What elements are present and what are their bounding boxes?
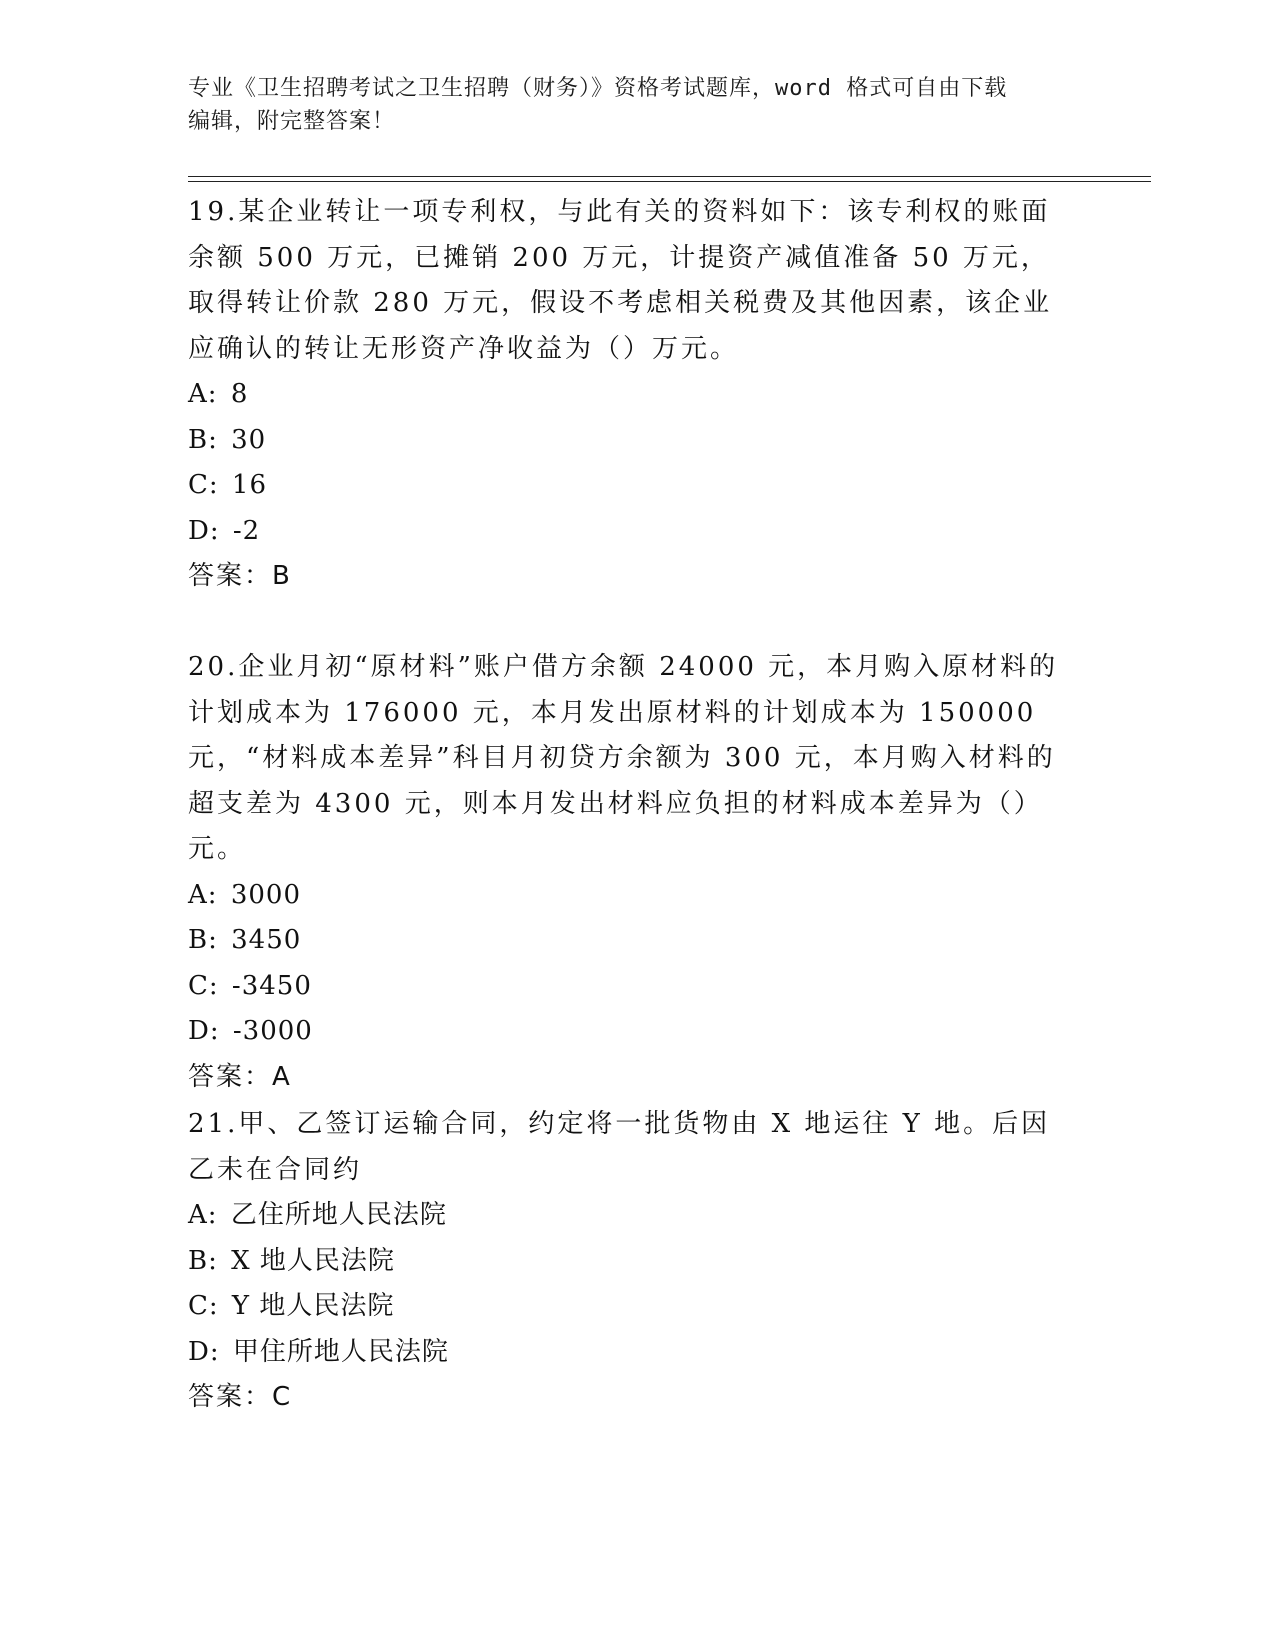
option-text: -3450 [231, 970, 312, 1001]
option-a [188, 1193, 1078, 1239]
answer-line: 答案：C [188, 1382, 293, 1412]
option-text: 甲住所地人民法院 [232, 1336, 449, 1367]
option-b [188, 418, 1078, 464]
answer-line: 答案：A [188, 1061, 292, 1092]
option-letter: C: [188, 470, 219, 500]
option-letter: D: [188, 1016, 220, 1046]
header-divider-bottom [188, 181, 1151, 182]
question-20 [188, 645, 1078, 1100]
option-text: 3000 [230, 879, 301, 910]
question-stem: 19.某企业转让一项专利权，与此有关的资料如下：该专利权的账面余额 500 万元，已摊销 200 万元，计提资产减值准备 50 万元，取得转让价款 280 万元，假设不考虑相关税费及其他因素，该企业应确认的转让无形资产净收益为（）万元。 [188, 197, 1053, 364]
option-text: -3000 [232, 1016, 313, 1046]
option-letter: D: [188, 515, 220, 546]
option-b [188, 918, 1078, 964]
option-letter: D: [188, 1336, 220, 1367]
option-text: -2 [232, 515, 261, 546]
header-line-1: 专业《卫生招聘考试之卫生招聘（财务）》资格考试题库，word 格式可自由下载 [188, 76, 1008, 101]
option-text: 16 [231, 470, 268, 500]
question-stem: 21.甲、乙签订运输合同，约定将一批货物由 X 地运往 Y 地。后因乙未在合同约 [188, 1109, 1051, 1185]
option-c [188, 463, 1078, 509]
option-b [188, 1239, 1078, 1285]
option-letter: A: [188, 1200, 218, 1230]
option-letter: A: [188, 379, 218, 409]
option-letter: B: [188, 925, 218, 955]
option-d [188, 1009, 1078, 1055]
option-letter: C: [188, 970, 219, 1001]
option-letter: A: [188, 879, 218, 910]
option-a [188, 372, 1078, 418]
header-divider-top [188, 176, 1151, 177]
option-text: Y 地人民法院 [231, 1291, 395, 1321]
option-letter: C: [188, 1291, 219, 1321]
option-letter: B: [188, 1245, 218, 1276]
option-d [188, 509, 1078, 555]
option-text: 8 [230, 379, 249, 409]
question-stem: 20.企业月初“原材料”账户借方余额 24000 元，本月购入原材料的计划成本为 176000 元，本月发出原材料的计划成本为 150000 元，“材料成本差异”科目月初贷方余额为 300 元，本月购入材料的超支差为 4300 元，则本月发出材料应负担的材料成本差异为（）元。 [188, 652, 1059, 864]
question-21 [188, 1102, 1078, 1421]
option-text: X 地人民法院 [231, 1245, 395, 1276]
option-c [188, 1284, 1078, 1330]
option-text: 乙住所地人民法院 [230, 1200, 447, 1230]
answer-line: 答案：B [188, 561, 292, 591]
option-a [188, 873, 1078, 919]
option-d [188, 1330, 1078, 1376]
option-text: 3450 [231, 925, 302, 955]
option-letter: B: [188, 424, 218, 455]
document-header [188, 72, 1068, 138]
option-text: 30 [231, 424, 267, 455]
header-line-2: 编辑，附完整答案！ [188, 109, 396, 134]
option-c [188, 964, 1078, 1010]
question-19 [188, 190, 1078, 600]
